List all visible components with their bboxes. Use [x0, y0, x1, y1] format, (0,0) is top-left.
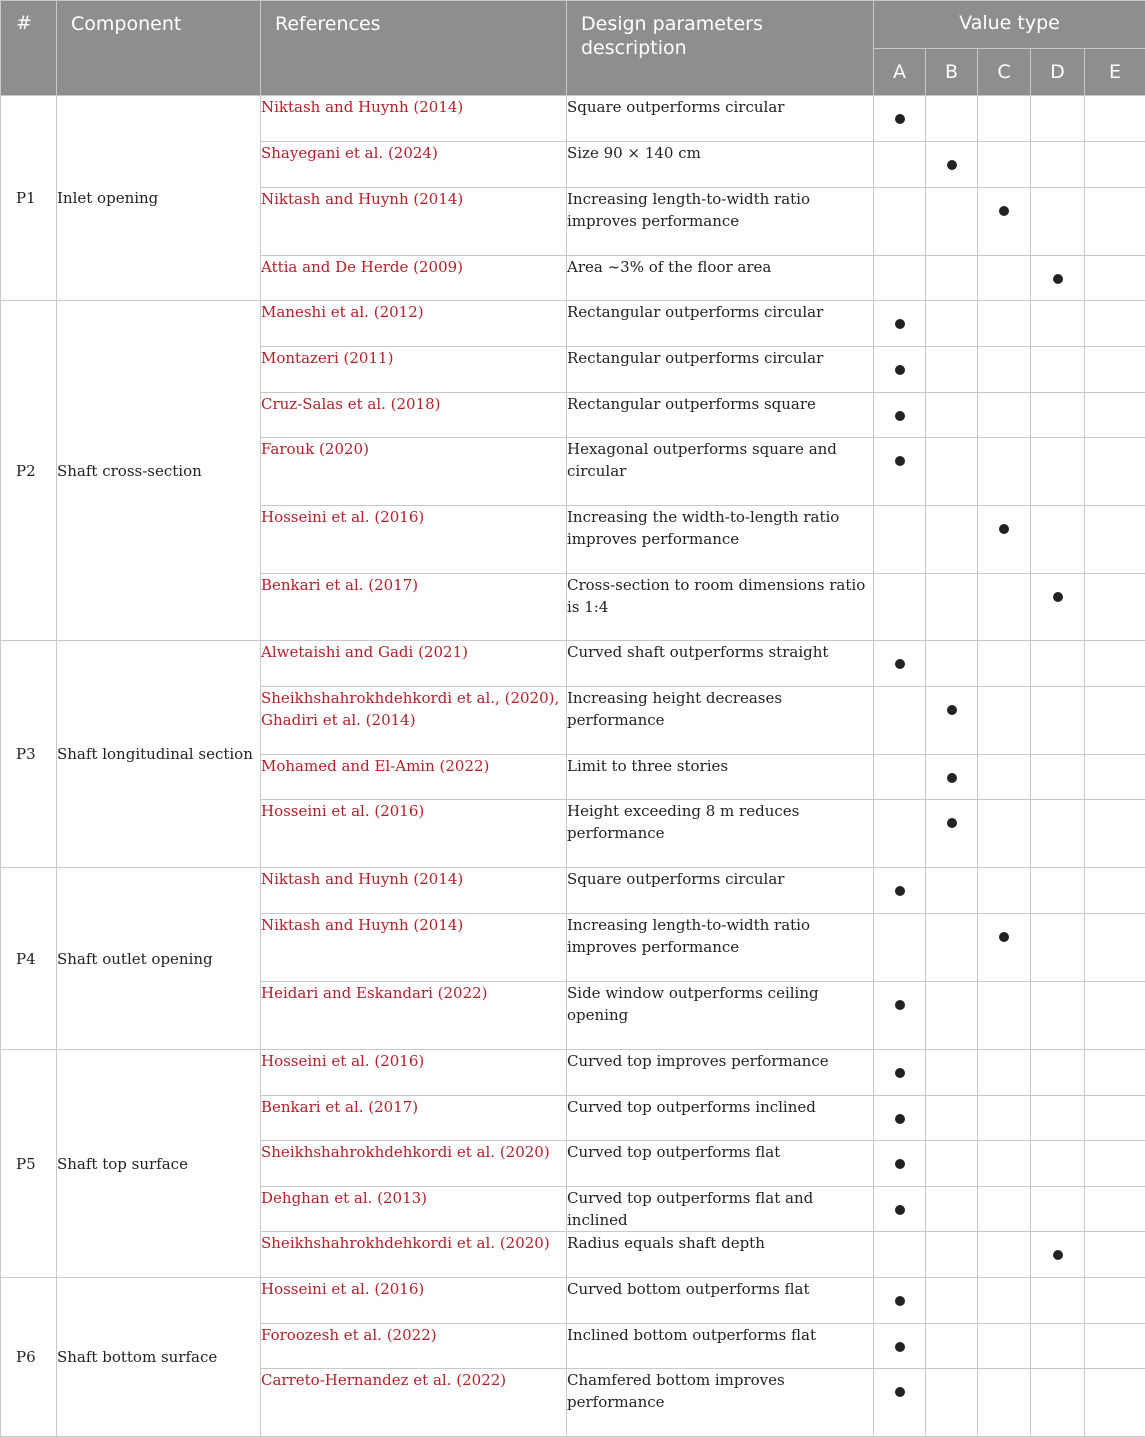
value-cell-b: [926, 1096, 978, 1141]
reference-link[interactable]: Alwetaishi and Gadi (2021): [261, 641, 567, 687]
value-cell-c: [978, 393, 1031, 438]
value-cell-c: [978, 1324, 1031, 1369]
value-cell-d: [1031, 347, 1085, 393]
value-cell-a: [874, 438, 926, 506]
component-name: Shaft longitudinal section: [57, 641, 261, 868]
bullet-icon: [895, 1342, 905, 1352]
table-row: [1, 301, 1145, 347]
bullet-icon: [895, 1296, 905, 1306]
reference-link[interactable]: Hosseini et al. (2016): [261, 800, 567, 868]
bullet-icon: [947, 705, 957, 715]
value-cell-c: [978, 1187, 1031, 1232]
header-value-b: B: [926, 49, 978, 96]
parameter-id: P2: [1, 301, 57, 641]
value-cell-b: [926, 755, 978, 800]
value-cell-b: [926, 1324, 978, 1369]
table-body: [1, 96, 1145, 1437]
table-header: [1, 1, 1145, 96]
value-cell-e: [1085, 1050, 1145, 1096]
value-cell-a: [874, 641, 926, 687]
parameter-description: Square outperforms circular: [567, 868, 874, 914]
bullet-icon: [895, 886, 905, 896]
value-cell-b: [926, 574, 978, 641]
bullet-icon: [1053, 274, 1063, 284]
value-cell-b: [926, 1050, 978, 1096]
value-cell-e: [1085, 1141, 1145, 1187]
value-cell-a: [874, 256, 926, 301]
value-cell-c: [978, 142, 1031, 188]
value-cell-b: [926, 347, 978, 393]
value-cell-c: [978, 1050, 1031, 1096]
bullet-icon: [895, 1114, 905, 1124]
parameter-description: Radius equals shaft depth: [567, 1232, 874, 1278]
parameter-description: Increasing the width-to-length ratio improves performance: [567, 506, 874, 574]
value-cell-a: [874, 1324, 926, 1369]
bullet-icon: [895, 659, 905, 669]
bullet-icon: [999, 524, 1009, 534]
value-cell-d: [1031, 256, 1085, 301]
value-cell-e: [1085, 347, 1145, 393]
bullet-icon: [895, 1068, 905, 1078]
bullet-icon: [895, 411, 905, 421]
parameter-description: Increasing length-to-width ratio improves performance: [567, 914, 874, 982]
component-name: Shaft cross-section: [57, 301, 261, 641]
value-cell-d: [1031, 301, 1085, 347]
value-cell-a: [874, 687, 926, 755]
value-cell-e: [1085, 1187, 1145, 1232]
bullet-icon: [895, 1000, 905, 1010]
value-cell-a: [874, 914, 926, 982]
value-cell-b: [926, 641, 978, 687]
header-component: Component: [57, 1, 261, 96]
value-cell-c: [978, 1096, 1031, 1141]
reference-link[interactable]: Carreto-Hernandez et al. (2022): [261, 1369, 567, 1437]
value-cell-c: [978, 1232, 1031, 1278]
reference-link[interactable]: Niktash and Huynh (2014): [261, 188, 567, 256]
reference-link[interactable]: Benkari et al. (2017): [261, 574, 567, 641]
parameter-description: Side window outperforms ceiling opening: [567, 982, 874, 1050]
value-cell-c: [978, 982, 1031, 1050]
value-cell-b: [926, 1232, 978, 1278]
value-cell-a: [874, 1096, 926, 1141]
value-cell-e: [1085, 687, 1145, 755]
parameter-description: Chamfered bottom improves performance: [567, 1369, 874, 1437]
value-cell-e: [1085, 755, 1145, 800]
reference-link[interactable]: Hosseini et al. (2016): [261, 1278, 567, 1324]
value-cell-d: [1031, 142, 1085, 188]
value-cell-e: [1085, 1324, 1145, 1369]
parameter-description: Height exceeding 8 m reduces performance: [567, 800, 874, 868]
value-cell-d: [1031, 1232, 1085, 1278]
value-cell-d: [1031, 506, 1085, 574]
value-cell-c: [978, 641, 1031, 687]
value-cell-a: [874, 1232, 926, 1278]
reference-link[interactable]: Sheikhshahrokhdehkordi et al., (2020), Ghadiri et al. (2014): [261, 687, 567, 755]
table-row: [1, 1050, 1145, 1096]
bullet-icon: [895, 114, 905, 124]
parameter-description: Curved top outperforms flat: [567, 1141, 874, 1187]
reference-link[interactable]: Sheikhshahrokhdehkordi et al. (2020): [261, 1141, 567, 1187]
value-cell-d: [1031, 687, 1085, 755]
parameter-description: Rectangular outperforms circular: [567, 347, 874, 393]
header-number: #: [1, 1, 57, 96]
value-cell-b: [926, 256, 978, 301]
reference-link[interactable]: Attia and De Herde (2009): [261, 256, 567, 301]
value-cell-e: [1085, 1232, 1145, 1278]
value-cell-a: [874, 1141, 926, 1187]
value-cell-b: [926, 301, 978, 347]
value-cell-c: [978, 438, 1031, 506]
reference-link[interactable]: Niktash and Huynh (2014): [261, 96, 567, 142]
value-cell-b: [926, 1141, 978, 1187]
component-name: Shaft outlet opening: [57, 868, 261, 1050]
value-cell-a: [874, 393, 926, 438]
parameter-id: P5: [1, 1050, 57, 1278]
value-cell-e: [1085, 506, 1145, 574]
parameter-id: P6: [1, 1278, 57, 1437]
value-cell-e: [1085, 800, 1145, 868]
parameter-description: Hexagonal outperforms square and circular: [567, 438, 874, 506]
value-cell-e: [1085, 1096, 1145, 1141]
value-cell-c: [978, 868, 1031, 914]
reference-link[interactable]: Niktash and Huynh (2014): [261, 868, 567, 914]
bullet-icon: [895, 365, 905, 375]
reference-link[interactable]: Sheikhshahrokhdehkordi et al. (2020): [261, 1232, 567, 1278]
parameter-description: Curved top outperforms inclined: [567, 1096, 874, 1141]
value-cell-e: [1085, 393, 1145, 438]
value-cell-d: [1031, 393, 1085, 438]
header-value-e: E: [1085, 49, 1145, 96]
value-cell-b: [926, 96, 978, 142]
value-cell-d: [1031, 1050, 1085, 1096]
parameter-description: Curved top improves performance: [567, 1050, 874, 1096]
value-cell-e: [1085, 301, 1145, 347]
value-cell-d: [1031, 1096, 1085, 1141]
value-cell-a: [874, 96, 926, 142]
value-cell-c: [978, 256, 1031, 301]
reference-link[interactable]: Farouk (2020): [261, 438, 567, 506]
value-cell-b: [926, 800, 978, 868]
bullet-icon: [895, 1159, 905, 1169]
value-cell-d: [1031, 641, 1085, 687]
value-cell-b: [926, 1187, 978, 1232]
value-cell-c: [978, 301, 1031, 347]
value-cell-a: [874, 1278, 926, 1324]
value-cell-b: [926, 438, 978, 506]
header-description: Design parameters description: [567, 1, 874, 96]
value-cell-b: [926, 506, 978, 574]
reference-link[interactable]: Shayegani et al. (2024): [261, 142, 567, 188]
reference-link[interactable]: Montazeri (2011): [261, 347, 567, 393]
reference-link[interactable]: Mohamed and El-Amin (2022): [261, 755, 567, 800]
table-row: [1, 641, 1145, 687]
value-cell-e: [1085, 438, 1145, 506]
reference-link[interactable]: Maneshi et al. (2012): [261, 301, 567, 347]
reference-link[interactable]: Heidari and Eskandari (2022): [261, 982, 567, 1050]
value-cell-e: [1085, 574, 1145, 641]
value-cell-a: [874, 347, 926, 393]
value-cell-a: [874, 574, 926, 641]
bullet-icon: [1053, 1250, 1063, 1260]
value-cell-d: [1031, 914, 1085, 982]
value-cell-a: [874, 800, 926, 868]
bullet-icon: [895, 1205, 905, 1215]
component-name: Shaft bottom surface: [57, 1278, 261, 1437]
value-cell-a: [874, 301, 926, 347]
bullet-icon: [1053, 592, 1063, 602]
parameter-description: Rectangular outperforms square: [567, 393, 874, 438]
parameter-description: Inclined bottom outperforms flat: [567, 1324, 874, 1369]
value-cell-e: [1085, 868, 1145, 914]
value-cell-e: [1085, 914, 1145, 982]
header-references: References: [261, 1, 567, 96]
value-cell-d: [1031, 800, 1085, 868]
reference-link[interactable]: Benkari et al. (2017): [261, 1096, 567, 1141]
reference-link[interactable]: Cruz-Salas et al. (2018): [261, 393, 567, 438]
value-cell-c: [978, 1278, 1031, 1324]
value-cell-d: [1031, 868, 1085, 914]
value-cell-c: [978, 96, 1031, 142]
value-cell-b: [926, 188, 978, 256]
value-cell-c: [978, 574, 1031, 641]
value-cell-b: [926, 868, 978, 914]
value-cell-d: [1031, 755, 1085, 800]
value-cell-a: [874, 755, 926, 800]
reference-link[interactable]: Hosseini et al. (2016): [261, 506, 567, 574]
value-cell-e: [1085, 1369, 1145, 1437]
table-row: [1, 96, 1145, 142]
value-cell-d: [1031, 1324, 1085, 1369]
value-cell-d: [1031, 438, 1085, 506]
parameter-description: Rectangular outperforms circular: [567, 301, 874, 347]
header-value-d: D: [1031, 49, 1085, 96]
table-row: [1, 1278, 1145, 1324]
bullet-icon: [947, 818, 957, 828]
value-cell-a: [874, 142, 926, 188]
value-cell-d: [1031, 982, 1085, 1050]
value-cell-e: [1085, 142, 1145, 188]
value-cell-a: [874, 188, 926, 256]
value-cell-b: [926, 1278, 978, 1324]
value-cell-a: [874, 1050, 926, 1096]
value-cell-c: [978, 506, 1031, 574]
parameter-description: Curved top outperforms flat and inclined: [567, 1187, 874, 1232]
parameter-id: P4: [1, 868, 57, 1050]
bullet-icon: [895, 456, 905, 466]
value-cell-c: [978, 188, 1031, 256]
parameter-description: Size 90 × 140 cm: [567, 142, 874, 188]
value-cell-b: [926, 142, 978, 188]
parameter-description: Increasing height decreases performance: [567, 687, 874, 755]
value-cell-c: [978, 1141, 1031, 1187]
parameter-description: Area ~3% of the floor area: [567, 256, 874, 301]
value-cell-e: [1085, 1278, 1145, 1324]
header-value-type: Value type: [874, 1, 1145, 49]
value-cell-a: [874, 506, 926, 574]
value-cell-e: [1085, 256, 1145, 301]
value-cell-d: [1031, 574, 1085, 641]
value-cell-c: [978, 755, 1031, 800]
component-name: Shaft top surface: [57, 1050, 261, 1278]
table-row: [1, 868, 1145, 914]
bullet-icon: [947, 160, 957, 170]
parameter-description: Square outperforms circular: [567, 96, 874, 142]
value-cell-b: [926, 687, 978, 755]
bullet-icon: [895, 1387, 905, 1397]
value-cell-d: [1031, 1278, 1085, 1324]
header-value-c: C: [978, 49, 1031, 96]
value-cell-c: [978, 687, 1031, 755]
parameter-id: P1: [1, 96, 57, 301]
header-value-a: A: [874, 49, 926, 96]
parameter-description: Curved bottom outperforms flat: [567, 1278, 874, 1324]
parameter-id: P3: [1, 641, 57, 868]
reference-link[interactable]: Foroozesh et al. (2022): [261, 1324, 567, 1369]
value-cell-b: [926, 1369, 978, 1437]
bullet-icon: [947, 773, 957, 783]
value-cell-a: [874, 1369, 926, 1437]
parameter-description: Increasing length-to-width ratio improves performance: [567, 188, 874, 256]
value-cell-a: [874, 1187, 926, 1232]
value-cell-c: [978, 347, 1031, 393]
parameter-description: Curved shaft outperforms straight: [567, 641, 874, 687]
bullet-icon: [999, 932, 1009, 942]
value-cell-e: [1085, 188, 1145, 256]
value-cell-d: [1031, 1141, 1085, 1187]
value-cell-c: [978, 800, 1031, 868]
value-cell-c: [978, 1369, 1031, 1437]
value-cell-e: [1085, 96, 1145, 142]
bullet-icon: [895, 319, 905, 329]
value-cell-d: [1031, 1369, 1085, 1437]
value-cell-d: [1031, 1187, 1085, 1232]
value-cell-c: [978, 914, 1031, 982]
component-name: Inlet opening: [57, 96, 261, 301]
value-cell-d: [1031, 96, 1085, 142]
reference-link[interactable]: Hosseini et al. (2016): [261, 1050, 567, 1096]
reference-link[interactable]: Niktash and Huynh (2014): [261, 914, 567, 982]
parameter-description: Cross-section to room dimensions ratio is 1:4: [567, 574, 874, 641]
value-cell-a: [874, 868, 926, 914]
parameter-description: Limit to three stories: [567, 755, 874, 800]
reference-link[interactable]: Dehghan et al. (2013): [261, 1187, 567, 1232]
value-cell-e: [1085, 982, 1145, 1050]
value-cell-b: [926, 914, 978, 982]
value-cell-e: [1085, 641, 1145, 687]
value-cell-d: [1031, 188, 1085, 256]
value-cell-a: [874, 982, 926, 1050]
value-cell-b: [926, 982, 978, 1050]
value-cell-b: [926, 393, 978, 438]
bullet-icon: [999, 206, 1009, 216]
